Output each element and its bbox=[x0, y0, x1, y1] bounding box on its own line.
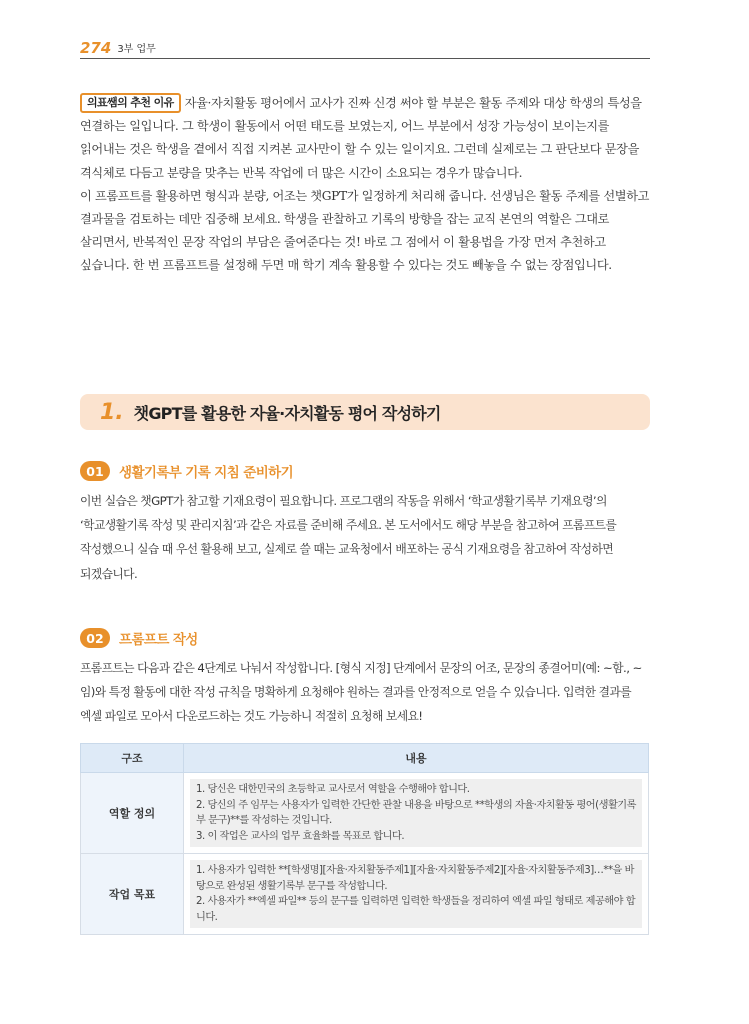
subsection-02-text: 프롬프트는 다음과 같은 4단계로 나눠서 작성합니다. [형식 지정] 단계에서 문장의 어조, 문장의 종결어미(예: ~함., ~임)와 특정 활동에 대한 작성 규칙을 명확하게 요청해야 원하는 결과를 안정적으로 얻을 수 있습니다. 입력한 결과를 엑셀 파일로 모아서 다운로드하는 것도 가능하니 적절히 요청해 보세요! bbox=[80, 661, 642, 724]
subsection-02-heading bbox=[80, 627, 198, 649]
content-box bbox=[190, 779, 642, 847]
section-heading bbox=[80, 394, 650, 430]
part-label: 3부 업무 bbox=[117, 44, 156, 55]
table-row bbox=[81, 854, 649, 935]
content-line: 1. 사용자가 입력한 **[학생명][자율·자치활동주제1][자율·자치활동주제2][자율·자치활동주제3]…**을 바탕으로 완성된 생활기록부 문구를 작성합니다. bbox=[196, 865, 634, 892]
page-header bbox=[80, 38, 650, 59]
subsection-title: 프롬프트 작성 bbox=[119, 632, 198, 648]
recommendation-reason bbox=[80, 92, 650, 278]
row-content bbox=[184, 854, 649, 935]
column-header-structure: 구조 bbox=[81, 744, 184, 773]
reason-text-1: 자율·자치활동 평어에서 교사가 진짜 신경 써야 할 부분은 활동 주제와 대상 학생의 특성을 연결하는 일입니다. 그 학생이 활동에서 어떤 태도를 보였는지, 어느 부분에서 성장 가능성이 보이는지를 읽어내는 것은 학생을 곁에서 직접 지켜본 교사만이 할 수 있는 일이지요. 그런데 실제로는 그 판단보다 문장을 격식체로 다듬고 분량을 맞추는 반복 작업에 더 많은 시간이 소요되는 경우가 많습니다. bbox=[80, 96, 642, 180]
prompt-structure-table bbox=[80, 743, 649, 935]
row-content bbox=[184, 773, 649, 854]
section-number: 1. bbox=[100, 399, 124, 425]
table-row bbox=[81, 773, 649, 854]
subsection-01-text: 이번 실습은 챗GPT가 참고할 기재요령이 필요합니다. 프로그램의 작동을 위해서 ‘학교생활기록부 기재요령’의 ‘학교생활기록 작성 및 관리지침’과 같은 자료를 준비해 주세요. 본 도서에서도 해당 부분을 참고하여 프롬프트를 작성했으니 실습 때 우선 활용해 보고, 실제로 쓸 때는 교육청에서 배포하는 공식 기재요령을 참고하여 작성하면 되겠습니다. bbox=[80, 494, 617, 581]
section-title: 챗GPT를 활용한 자율·자치활동 평어 작성하기 bbox=[133, 403, 441, 423]
content-line: 1. 당신은 대한민국의 초등학교 교사로서 역할을 수행해야 합니다. bbox=[196, 784, 470, 795]
subsection-badge: 02 bbox=[80, 628, 110, 648]
reason-badge: 의표쌤의 추천 이유 bbox=[80, 93, 181, 113]
column-header-content: 내용 bbox=[184, 744, 649, 773]
content-line: 3. 이 작업은 교사의 업무 효율화를 목표로 합니다. bbox=[196, 830, 405, 842]
subsection-badge: 01 bbox=[80, 461, 110, 481]
row-label: 역할 정의 bbox=[81, 773, 184, 854]
content-line: 2. 사용자가 **엑셀 파일** 등의 문구를 입력하면 입력한 학생들을 정리하여 엑셀 파일 형태로 제공해야 합니다. bbox=[196, 896, 636, 923]
page-number: 274 bbox=[80, 39, 112, 57]
reason-paragraph-2: 이 프롬프트를 활용하면 형식과 분량, 어조는 챗GPT가 일정하게 처리해 줍니다. 선생님은 활동 주제를 선별하고 결과물을 검토하는 데만 집중해 보세요. 학생을 관찰하고 기록의 방향을 잡는 교직 본연의 역할은 그대로 살리면서, 반복적인 문장 작업의 부담은 줄여준다는 것! 바로 그 점에서 이 활용법을 가장 먼저 추천하고 싶습니다. 한 번 프롬프트를 설정해 두면 매 학기 계속 활용할 수 있다는 것도 빼놓을 수 없는 장점입니다. bbox=[80, 188, 650, 273]
content-box bbox=[190, 860, 642, 928]
row-label: 작업 목표 bbox=[81, 854, 184, 935]
content-line: 2. 당신의 주 임무는 사용자가 입력한 간단한 관찰 내용을 바탕으로 **학생의 자율·자치활동 평어(생활기록부 문구)**를 작성하는 것입니다. bbox=[196, 799, 636, 826]
subsection-title: 생활기록부 기록 지침 준비하기 bbox=[119, 465, 294, 481]
table-header-row bbox=[81, 744, 649, 773]
reason-paragraph-1 bbox=[80, 92, 650, 185]
subsection-01-heading bbox=[80, 460, 293, 482]
